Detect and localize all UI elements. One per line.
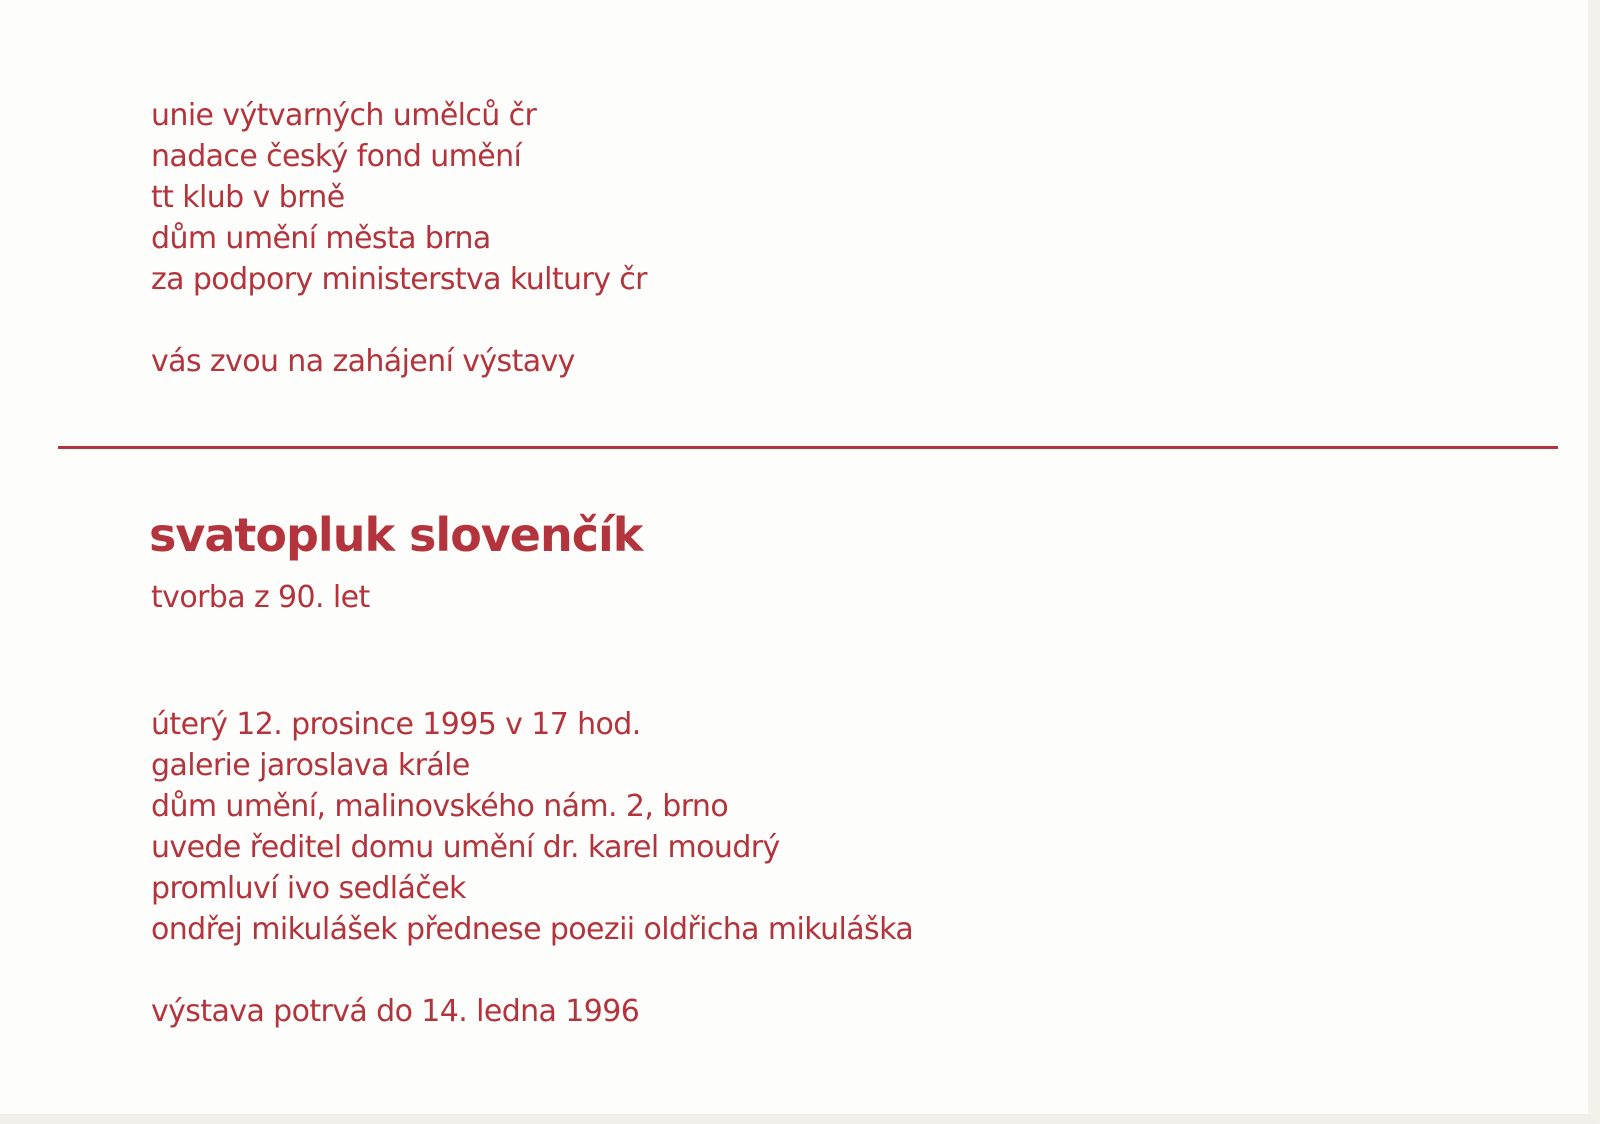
organizer-line: unie výtvarných umělců čr (151, 98, 537, 133)
detail-line: galerie jaroslava krále (151, 748, 470, 783)
detail-line: úterý 12. prosince 1995 v 17 hod. (151, 707, 641, 742)
organizer-line: dům umění města brna (151, 221, 491, 256)
detail-line: dům umění, malinovského nám. 2, brno (151, 789, 729, 824)
invitation-text: vás zvou na zahájení výstavy (151, 344, 575, 379)
detail-line: promluví ivo sedláček (151, 871, 466, 906)
detail-line: ondřej mikulášek přednese poezii oldřicha mikuláška (151, 912, 914, 947)
organizer-line: tt klub v brně (151, 180, 345, 215)
detail-line: uvede ředitel domu umění dr. karel moudrý (151, 830, 780, 865)
exhibition-duration: výstava potrvá do 14. ledna 1996 (151, 994, 640, 1029)
organizer-line: nadace český fond umění (151, 139, 522, 174)
divider-rule (58, 446, 1558, 449)
exhibition-subtitle: tvorba z 90. let (151, 580, 370, 615)
organizer-line: za podpory ministerstva kultury čr (151, 262, 647, 297)
artist-name: svatopluk slovenčík (149, 508, 643, 562)
